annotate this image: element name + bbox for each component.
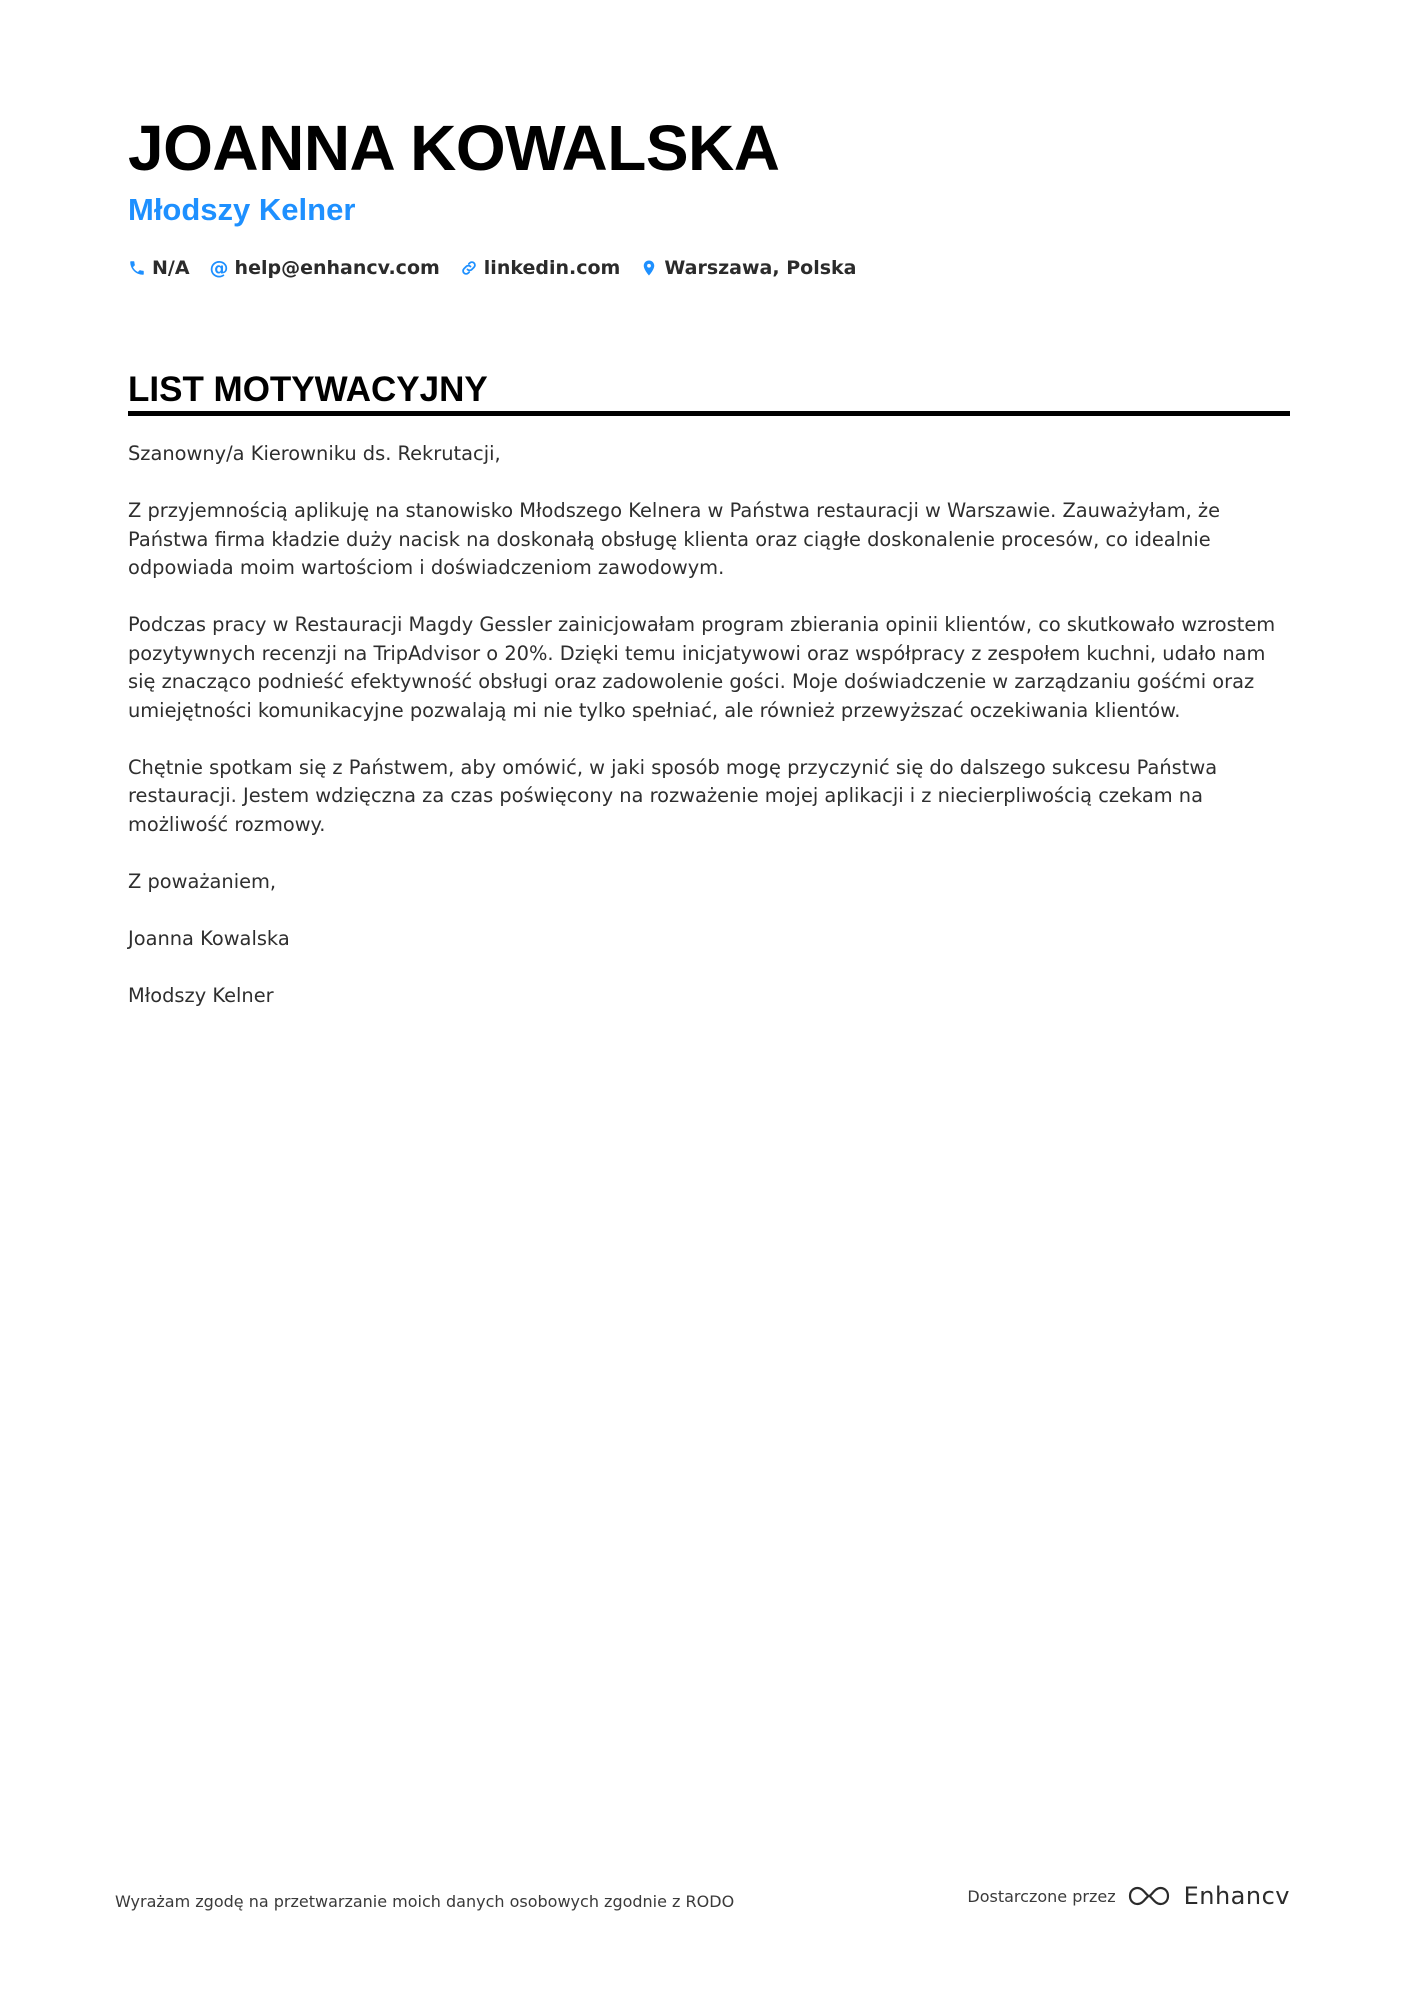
footer-consent: Wyrażam zgodę na przetwarzanie moich danych osobowych zgodnie z RODO [115,1892,735,1911]
contact-phone [128,257,190,279]
letter-body [128,440,1290,1039]
letter-paragraph-2: Podczas pracy w Restauracji Magdy Gessler zainicjowałam program zbierania opinii klientów, co skutkowało wzrostem pozytywnych recenzji na TripAdvisor o 20%. Dzięki temu inicjatywowi oraz współpracy z zespołem kuchni, udało nam się znacząco podnieść efektywność obsługi oraz zadowolenie gości. Moje doświadczenie w zarządzaniu gośćmi oraz umiejętności komunikacyjne pozwalają mi nie tylko spełniać, ale również przewyższać oczekiwania klientów. [128,613,1276,722]
candidate-title: Młodszy Kelner [128,192,356,227]
enhancv-logo-icon [1126,1883,1172,1909]
contact-link[interactable] [460,257,621,279]
signature-title: Młodszy Kelner [128,983,274,1007]
at-icon: @ [209,257,229,279]
powered-by-text: Dostarczone przez [967,1886,1116,1906]
contact-location [640,257,856,279]
enhancv-logo[interactable] [1126,1882,1290,1910]
letter-closing: Z poważaniem, [128,869,277,893]
candidate-name: JOANNA KOWALSKA [128,112,780,184]
section-title: LIST MOTYWACYJNY [128,370,488,409]
location-pin-icon [640,259,658,277]
letter-paragraph-3: Chętnie spotkam się z Państwem, aby omówić, w jaki sposób mogę przyczynić się do dalszego sukcesu Państwa restauracji. Jestem wdzięczna za czas poświęcony na rozważenie mojej aplikacji i z niecierpliwością czekam na możliwość rozmowy. [128,755,1218,836]
link-icon [460,259,478,277]
contact-bar [128,252,856,284]
contact-link-text[interactable]: linkedin.com [483,257,621,279]
signature-name: Joanna Kowalska [128,926,290,950]
footer-branding [967,1882,1290,1910]
letter-greeting: Szanowny/a Kierowniku ds. Rekrutacji, [128,442,501,465]
contact-location-text: Warszawa, Polska [664,257,857,279]
section-divider [128,411,1290,416]
phone-icon [128,259,146,277]
letter-paragraph-1: Z przyjemnością aplikuję na stanowisko Młodszego Kelnera w Państwa restauracji w Warszawie. Zauważyłam, że Państwa firma kładzie duży nacisk na doskonałą obsługę klienta oraz ciągłe doskonalenie procesów, co idealnie odpowiada moim wartościom i doświadczeniom zawodowym. [128,499,1221,579]
contact-email-text[interactable]: help@enhancv.com [234,257,440,279]
contact-phone-text: N/A [152,257,190,279]
enhancv-wordmark: Enhancv [1183,1882,1290,1910]
contact-email[interactable] [210,257,440,279]
